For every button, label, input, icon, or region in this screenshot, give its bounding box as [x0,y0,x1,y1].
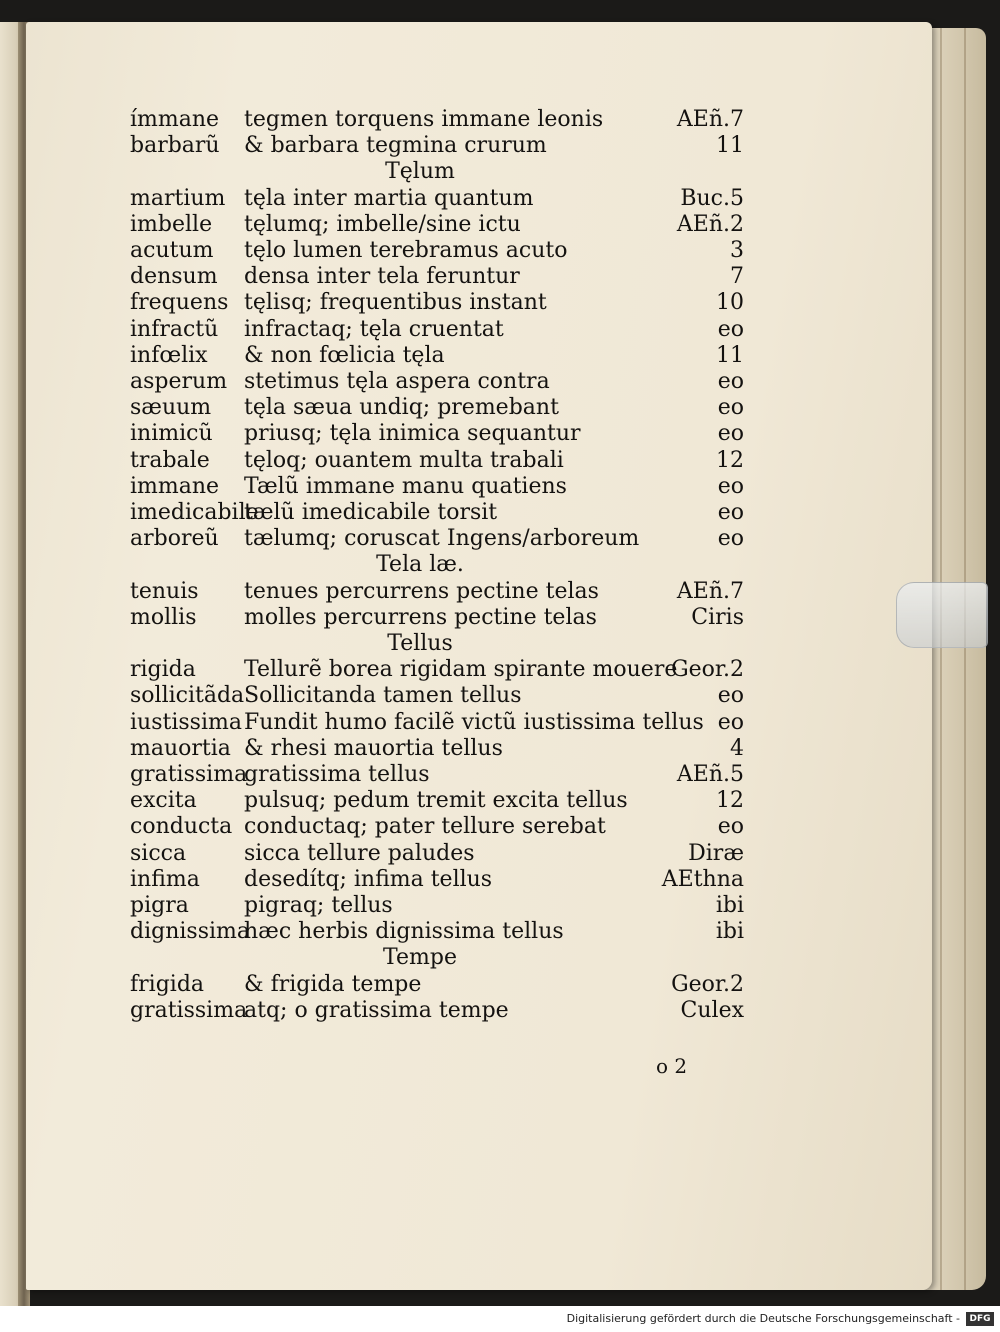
entry-ref: eo [717,395,744,421]
entry-verse: Tælũ immane manu quatiens [244,473,567,499]
entry-ref: eo [717,709,744,735]
entry-lemma: immane [130,473,220,499]
entry-verse: tenues percurrens pectine telas [244,578,599,604]
entry-row [0,211,1000,239]
entry-verse: Fundit humo facilẽ victũ iustissima tellus [244,709,704,735]
entry-ref: AEñ.7 [676,107,744,132]
entry-verse: conductaq; pater tellure serebat [244,814,606,840]
entry-lemma: densum [130,264,218,290]
entry-ref: eo [717,526,744,552]
entry-row [0,892,1000,920]
entry-lemma: inimicũ [130,421,213,447]
entry-lemma: trabale [130,447,210,473]
entry-lemma: sicca [130,840,187,866]
entry-verse: tęloq; ouantem multa trabali [244,447,564,473]
entry-lemma: infima [130,866,200,892]
entry-ref: 7 [730,264,744,290]
entry-verse: stetimus tęla aspera contra [244,369,550,394]
entry-lemma: imbelle [130,211,213,237]
entry-row [0,735,1000,763]
entry-lemma: frigida [130,971,205,997]
entry-ref: ibi [715,919,744,945]
entry-verse: pigraq; tellus [244,893,393,918]
section-heading-text: Tellus [387,631,453,656]
entry-row [0,342,1000,370]
entry-row [0,709,1000,737]
dfg-logo: DFG [966,1312,994,1326]
footer-text: Digitalisierung gefördert durch die Deutsche Forschungsgemeinschaft - [566,1312,960,1325]
entry-lemma: mollis [130,604,197,630]
entry-lemma: sæuum [130,395,212,421]
entry-ref: AEñ.5 [676,762,744,787]
entry-ref: eo [717,369,744,394]
entry-ref: 3 [730,238,744,263]
entry-row [0,394,1000,422]
entry-row [0,185,1000,213]
entry-lemma: tenuis [130,578,199,604]
entry-row [0,447,1000,475]
entry-verse: & barbara tegmina crurum [244,133,547,159]
entry-verse: Sollicitanda tamen tellus [244,683,522,709]
entry-lemma: infœlix [130,342,208,368]
entry-verse: tælũ imedicabile torsit [244,500,498,525]
entry-ref: eo [717,473,744,499]
signature-mark: o 2 [656,1054,688,1078]
entry-ref: Geor.2 [671,657,744,683]
entry-verse: tęlo lumen terebramus acuto [244,238,568,263]
entry-lemma: rigida [130,657,196,683]
entry-ref: Ciris [691,604,744,630]
entry-ref: eo [717,316,744,342]
entry-ref: Buc.5 [680,185,744,211]
entry-lemma: pigra [130,893,189,918]
entry-ref: eo [717,500,744,525]
entry-lemma: gratissima [130,997,248,1023]
entry-row [0,132,1000,160]
entry-verse: priusq; tęla inimica sequantur [244,421,581,447]
entry-row [0,106,1000,134]
entry-row [0,578,1000,606]
entry-verse: sicca tellure paludes [244,840,475,866]
entry-row [0,682,1000,710]
entry-row [0,840,1000,868]
entry-verse: tælumq; coruscat Ingens/arboreum [244,526,640,552]
section-heading-text: Tęlum [385,159,455,185]
entry-row [0,289,1000,317]
entry-ref: eo [717,421,744,447]
entry-verse: & non fœlicia tęla [244,342,445,368]
entry-lemma: imedicabile [130,500,259,525]
entry-lemma: barbarũ [130,133,220,159]
entry-verse: & rhesi mauortia tellus [244,735,503,761]
entry-lemma: dignissima [130,919,251,945]
entry-verse: tęlisq; frequentibus instant [244,290,547,316]
entry-verse: tęlumq; imbelle/sine ictu [244,211,521,237]
entry-ref: 12 [716,788,744,814]
entry-lemma: excita [130,788,197,814]
entry-row [0,499,1000,527]
entry-verse: infractaq; tęla cruentat [244,316,504,342]
entry-ref: AEthna [661,866,744,892]
entry-row [0,918,1000,946]
entry-verse: atq; o gratissima tempe [244,997,509,1023]
footer-bar [0,1306,1000,1332]
entry-lemma: gratissima [130,762,248,787]
entry-ref: AEñ.7 [676,578,744,604]
entry-verse: densa inter tela feruntur [244,264,520,290]
entry-ref: eo [717,814,744,840]
entry-verse: & frigida tempe [244,971,422,997]
entry-lemma: conducta [130,814,233,840]
entry-row [0,604,1000,632]
entry-ref: 4 [730,735,744,761]
entry-ref: 11 [716,133,744,159]
entry-lemma: acutum [130,238,214,263]
entry-row [0,316,1000,344]
entry-row [0,368,1000,396]
entry-ref: AEñ.2 [676,211,744,237]
entry-ref: 12 [716,447,744,473]
entry-lemma: iustissima [130,709,242,735]
entry-lemma: sollicitãda [130,683,245,709]
entry-lemma: arboreũ [130,526,219,552]
entry-lemma: martium [130,185,226,211]
entry-verse: tegmen torquens immane leonis [244,107,604,132]
entry-verse: pulsuq; pedum tremit excita tellus [244,788,628,814]
entry-row [0,997,1000,1025]
entry-verse: tęla inter martia quantum [244,185,534,211]
entry-row [0,656,1000,684]
entry-row [0,263,1000,291]
section-heading-text: Tempe [383,945,457,971]
entry-verse: desedítq; infima tellus [244,866,493,892]
entry-row [0,525,1000,553]
entry-row [0,813,1000,841]
entry-row [0,237,1000,265]
entry-lemma: infractũ [130,316,219,342]
entry-lemma: mauortia [130,735,231,761]
entry-ref: Diræ [688,840,744,866]
entry-row [0,971,1000,999]
entry-verse: hæc herbis dignissima tellus [244,919,564,945]
entry-ref: Culex [680,997,744,1023]
entry-verse: gratissima tellus [244,762,430,787]
entry-verse: Tellurẽ borea rigidam spirante mouere [244,657,678,683]
entry-lemma: ímmane [130,107,220,132]
entry-row [0,787,1000,815]
entry-ref: Geor.2 [671,971,744,997]
entry-verse: molles percurrens pectine telas [244,604,597,630]
entry-ref: 10 [716,290,744,316]
entry-row [0,866,1000,894]
entry-lemma: asperum [130,369,228,394]
entry-ref: 11 [716,342,744,368]
entry-row [0,473,1000,501]
entry-ref: eo [717,683,744,709]
entry-verse: tęla sæua undiq; premebant [244,395,559,421]
entry-lemma: frequens [130,290,229,316]
section-heading-text: Tela læ. [376,552,464,578]
entry-row [0,761,1000,789]
entry-ref: ibi [715,893,744,918]
entry-row [0,420,1000,448]
